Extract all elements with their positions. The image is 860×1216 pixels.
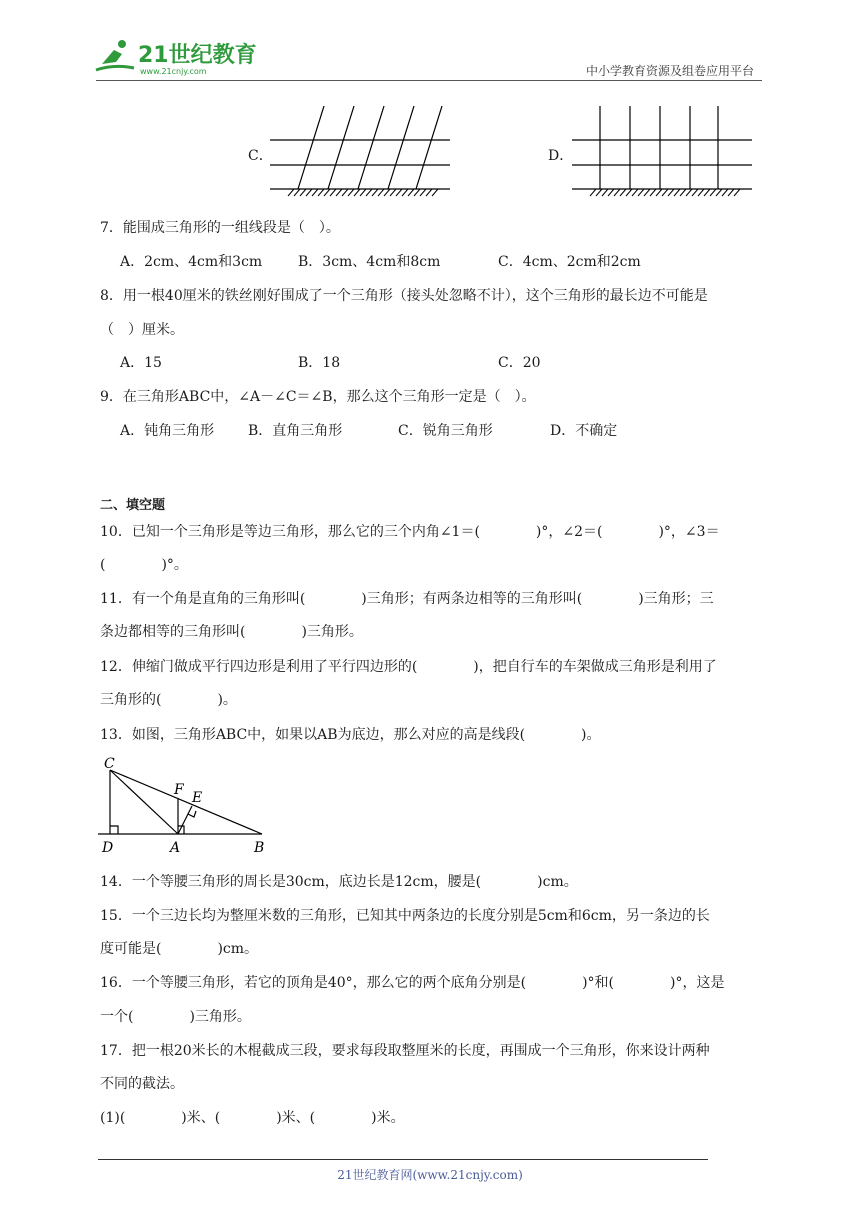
q8-option-a: A．15 — [120, 355, 162, 371]
q15-line2: 度可能是( )cm。 — [100, 941, 259, 957]
q7-option-a: A．2cm、4cm和3cm — [120, 254, 263, 270]
q13-triangle-figure — [96, 756, 276, 856]
q11-line2: 条边都相等的三角形叫( )三角形。 — [100, 624, 363, 640]
q9-option-d: D．不确定 — [550, 423, 618, 439]
q10-line2: ( )°。 — [100, 557, 188, 573]
q12-line2: 三角形的( )。 — [100, 692, 237, 708]
q9-stem: 9．在三角形ABC中，∠A－∠C＝∠B，那么这个三角形一定是（ ）。 — [100, 389, 536, 405]
label-d: D — [102, 840, 114, 856]
q16-line2: 一个( )三角形。 — [100, 1009, 251, 1025]
q6-option-d-label: D． — [548, 148, 574, 164]
q7-option-b: B．3cm、4cm和8cm — [298, 254, 441, 270]
runner-icon — [96, 40, 134, 70]
label-c: C — [104, 756, 115, 772]
q8-option-b: B．18 — [298, 355, 341, 371]
header-rule — [96, 80, 762, 81]
section-title: 二、填空题 — [100, 498, 166, 513]
q14-stem: 14．一个等腰三角形的周长是30cm，底边长是12cm，腰是( )cm。 — [100, 874, 578, 890]
q15-line1: 15．一个三边长均为整厘米数的三角形，已知其中两条边的长度分别是5cm和6cm，另一条边的长 — [100, 908, 710, 924]
q9-option-a: A．钝角三角形 — [120, 423, 215, 439]
q6-figure-d — [572, 104, 758, 200]
q9-option-c: C．锐角三角形 — [398, 423, 493, 439]
logo-url: www.21cnjy.com — [140, 67, 207, 76]
label-a: A — [170, 840, 181, 856]
footer-rule — [98, 1159, 708, 1160]
site-logo — [94, 34, 264, 78]
q13-stem: 13．如图，三角形ABC中，如果以AB为底边，那么对应的高是线段( )。 — [100, 727, 601, 743]
q6-figure-c — [270, 104, 456, 200]
q8-stem-line2: （ ）厘米。 — [100, 322, 184, 338]
q16-line1: 16．一个等腰三角形，若它的顶角是40°，那么它的两个底角分别是( )°和( )°，这是 — [100, 975, 725, 991]
q17-line1: 17．把一根20米长的木棍截成三段，要求每段取整厘米的长度，再围成一个三角形，你来设计两种 — [100, 1043, 710, 1059]
q12-line1: 12．伸缩门做成平行四边形是利用了平行四边形的( )，把自行车的车架做成三角形是利用了 — [100, 659, 717, 675]
q7-option-c: C．4cm、2cm和2cm — [498, 254, 641, 270]
q7-stem: 7．能围成三角形的一组线段是（ ）。 — [100, 220, 340, 236]
q9-option-b: B．直角三角形 — [248, 423, 343, 439]
q17-line3: (1)( )米、( )米、( )米。 — [100, 1110, 405, 1126]
q10-line1: 10．已知一个三角形是等边三角形，那么它的三个内角∠1＝( )°，∠2＝( )°，∠3＝ — [100, 524, 720, 540]
label-f: F — [174, 782, 184, 798]
footer-text: 21世纪教育网(www.21cnjy.com) — [337, 1168, 523, 1182]
q8-stem-line1: 8．用一根40厘米的铁丝刚好围成了一个三角形（接头处忽略不计），这个三角形的最长边不可能是 — [100, 288, 708, 304]
label-e: E — [192, 790, 203, 806]
q17-line2: 不同的截法。 — [100, 1076, 184, 1092]
platform-name: 中小学教育资源及组卷应用平台 — [585, 64, 754, 78]
q11-line1: 11．有一个角是直角的三角形叫( )三角形；有两条边相等的三角形叫( )三角形；三 — [100, 591, 714, 607]
q8-option-c: C．20 — [498, 355, 541, 371]
label-b: B — [254, 840, 265, 856]
logo-text: 21世纪教育 — [138, 43, 257, 68]
q6-option-c-label: C． — [248, 148, 273, 164]
